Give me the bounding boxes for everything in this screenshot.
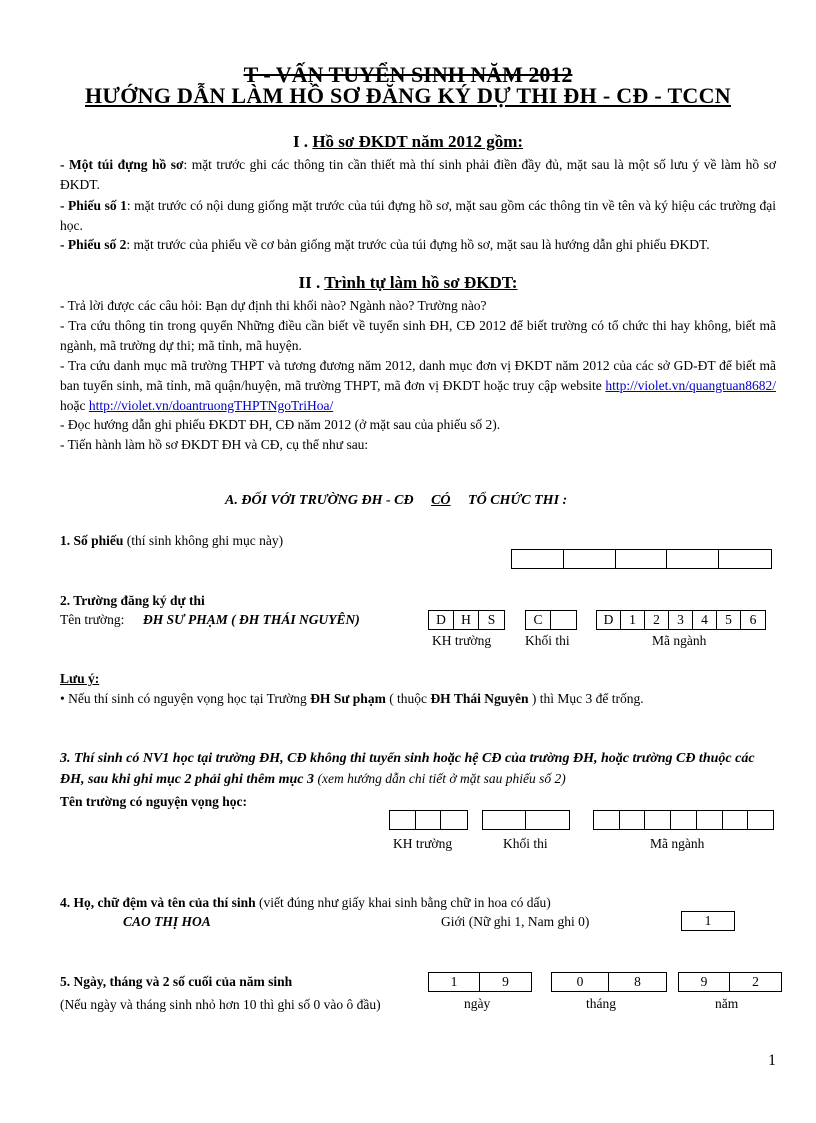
q5-month-boxes[interactable]: 0 8: [551, 972, 667, 992]
page-title: HƯỚNG DẪN LÀM HỒ SƠ ĐĂNG KÝ DỰ THI ĐH - CĐ - TCCN: [85, 83, 731, 108]
q3-khoi-thi-boxes[interactable]: [482, 810, 570, 830]
note-text: • Nếu thí sinh có nguyện vọng học tại Trường ĐH Sư phạm ( thuộc ĐH Thái Nguyên ) thì Mục 3 để trống.: [60, 691, 644, 706]
q3-heading: 3. Thí sinh có NV1 học tại trường ĐH, CĐ không thi tuyển sinh hoặc hệ CĐ của trường ĐH, hoặc trường CĐ thuộc các ĐH, sau khi ghi mục 2 phải ghi thêm mục 3 (xem hướng dẫn chi tiết ở mặt sau phiếu số 2): [60, 751, 755, 787]
q5-day-boxes[interactable]: 1 9: [428, 972, 532, 992]
q3-caption-khoi: Khối thi: [503, 836, 548, 851]
section-2-line-3: - Tra cứu danh mục mã trường THPT và tương đương năm 2012, danh mục đơn vị ĐKDT năm 2012 của các sở GD-ĐT để biết mã ban tuyển sinh, mã tỉnh, mã quận/huyện, mã trường THPT, mã đơn vị ĐKDT hoặc truy cập website http://violet.vn/quangtuan8682/ hoặc http://violet.vn/doantruongTHPTNgoTriHoa/: [60, 358, 777, 413]
q5-caption-year: năm: [715, 996, 739, 1011]
q5-note: (Nếu ngày và tháng sinh nhỏ hơn 10 thì ghi số 0 vào ô đầu): [60, 997, 381, 1012]
page-number: 1: [768, 1052, 776, 1069]
q1-number-boxes[interactable]: [511, 549, 772, 569]
q5-caption-month: tháng: [586, 996, 616, 1011]
q5-year-boxes[interactable]: 9 2: [678, 972, 782, 992]
q3-ma-nganh-boxes[interactable]: [593, 810, 774, 830]
title-strike-line: T - VẤN TUYỂN SINH NĂM 2012: [243, 62, 573, 87]
section-1-item-2: - Phiếu số 1: mặt trước có nội dung giống mặt trước của túi đựng hồ sơ, mặt sau gồm các thông tin về tên và ký hiệu các trường đại học.: [60, 198, 776, 233]
q5-caption-day: ngày: [464, 996, 491, 1011]
section-2-line-1: - Trả lời được các câu hỏi: Bạn dự định thi khối nào? Ngành nào? Trường nào?: [60, 298, 487, 313]
q3-caption-kh: KH trường: [393, 836, 453, 851]
section-1-item-3: - Phiếu số 2: mặt trước của phiếu về cơ bản giống mặt trước của túi đựng hồ sơ, mặt sau là hướng dẫn ghi phiếu ĐKDT.: [60, 237, 710, 252]
q2-kh-truong-boxes[interactable]: D H S: [428, 610, 505, 630]
q4-label: 4. Họ, chữ đệm và tên của thí sinh (viết đúng như giấy khai sinh bằng chữ in hoa có dấu): [60, 895, 551, 910]
q2-caption-ma: Mã ngành: [652, 633, 707, 648]
q2-school-label: Tên trường:: [60, 612, 125, 627]
q3-label: Tên trường có nguyện vọng học:: [60, 794, 247, 809]
q2-caption-khoi: Khối thi: [525, 633, 570, 648]
q1-label: 1. Số phiếu (thí sinh không ghi mục này): [60, 533, 284, 548]
section-2-heading: II . Trình tự làm hồ sơ ĐKDT:: [298, 273, 518, 292]
q2-caption-kh: KH trường: [432, 633, 492, 648]
q2-school-name: ĐH SƯ PHẠM ( ĐH THÁI NGUYÊN): [143, 612, 360, 627]
section-2-line-4: - Đọc hướng dẫn ghi phiếu ĐKDT ĐH, CĐ năm 2012 (ở mặt sau của phiếu số 2).: [60, 417, 501, 432]
q2-ma-nganh-boxes[interactable]: D 1 2 3 4 5 6: [596, 610, 766, 630]
q5-label: 5. Ngày, tháng và 2 số cuối của năm sinh: [60, 974, 293, 989]
section-2-line-5: - Tiến hành làm hồ sơ ĐKDT ĐH và CĐ, cụ thể như sau:: [60, 437, 369, 452]
q4-gender-box[interactable]: 1: [681, 911, 735, 931]
q3-caption-ma: Mã ngành: [650, 836, 705, 851]
link-quangtuan[interactable]: http://violet.vn/quangtuan8682/: [605, 378, 777, 393]
section-1-heading: I . Hồ sơ ĐKDT năm 2012 gồm:: [292, 132, 524, 151]
link-doantruong[interactable]: http://violet.vn/doantruongTHPTNgoTriHoa/: [88, 398, 334, 413]
section-a-heading: A. ĐỐI VỚI TRƯỜNG ĐH - CĐ CÓ TỔ CHỨC THI :: [225, 493, 568, 508]
section-2-line-2: - Tra cứu thông tin trong quyển Những điều cần biết về tuyển sinh ĐH, CĐ 2012 để biết trường có tổ chức thi hay không, biết mã ngành, mã trường dự thi; mã tỉnh, mã huyện.: [60, 318, 776, 353]
q4-gender-label: Giới (Nữ ghi 1, Nam ghi 0): [441, 914, 590, 929]
q4-name: CAO THỊ HOA: [123, 914, 211, 929]
q3-kh-truong-boxes[interactable]: [389, 810, 468, 830]
q2-label: 2. Trường đăng ký dự thi: [60, 593, 205, 608]
section-1-item-1: - Một túi đựng hồ sơ: mặt trước ghi các thông tin cần thiết mà thí sinh phải điền đầy đủ, mặt sau là một số lưu ý về làm hồ sơ ĐKDT.: [60, 157, 776, 192]
note-title: Lưu ý:: [60, 671, 100, 686]
q2-khoi-thi-boxes[interactable]: C: [525, 610, 577, 630]
